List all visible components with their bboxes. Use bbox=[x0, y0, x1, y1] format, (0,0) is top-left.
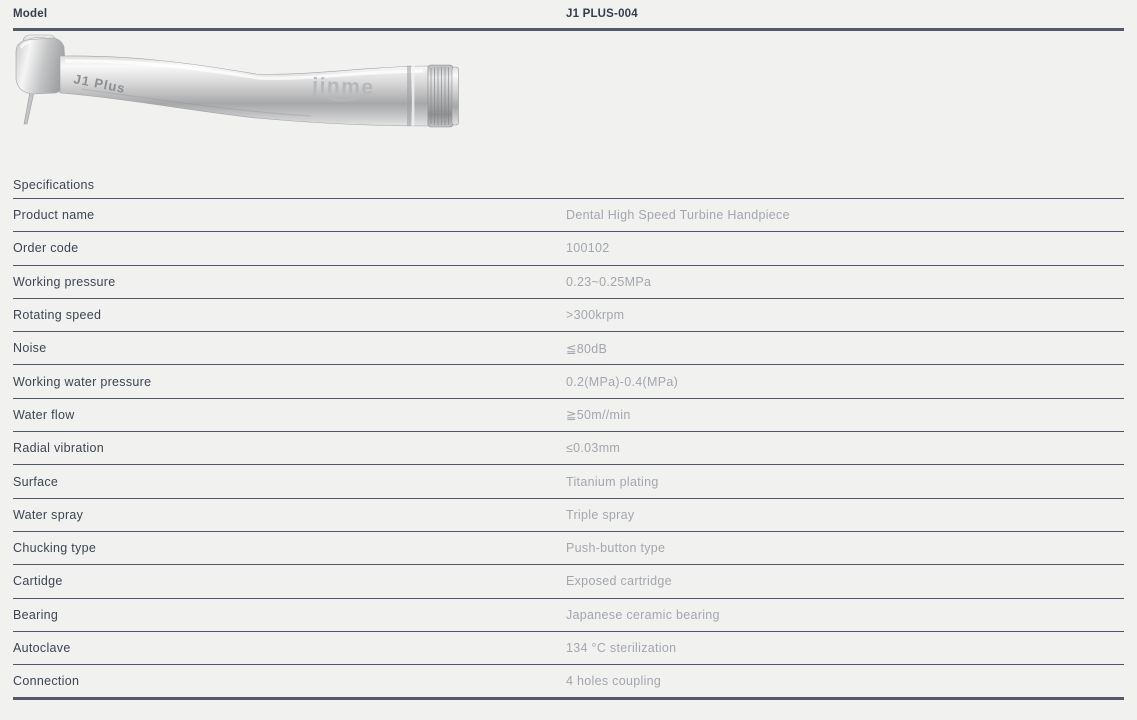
spec-label: Water spray bbox=[13, 507, 84, 522]
spec-label: Working water pressure bbox=[13, 374, 152, 389]
model-header-value: J1 PLUS-004 bbox=[566, 8, 638, 20]
spec-label: Cartidge bbox=[13, 574, 63, 589]
spec-label: Rotating speed bbox=[13, 308, 102, 323]
table-row bbox=[13, 632, 1124, 665]
table-row bbox=[13, 599, 1124, 632]
product-image bbox=[13, 31, 1124, 168]
brand-logo-text: jinme bbox=[311, 74, 375, 100]
table-row bbox=[13, 665, 1124, 700]
spec-value: Dental High Speed Turbine Handpiece bbox=[566, 208, 790, 223]
spec-value: >300krpm bbox=[566, 308, 625, 323]
model-header-label: Model bbox=[13, 8, 48, 20]
spec-label: Water flow bbox=[13, 407, 75, 422]
spec-value: ≦80dB bbox=[566, 341, 608, 356]
spec-label: Order code bbox=[13, 241, 79, 256]
spec-label: Autoclave bbox=[13, 641, 71, 655]
spec-label: Connection bbox=[13, 674, 80, 689]
table-row bbox=[13, 232, 1124, 265]
table-row bbox=[13, 499, 1124, 532]
spec-value: Exposed cartridge bbox=[566, 574, 672, 589]
table-row bbox=[13, 299, 1124, 332]
engraving-text: J1 Plus bbox=[72, 71, 127, 96]
table-row bbox=[13, 365, 1124, 398]
spec-label: Chucking type bbox=[13, 541, 97, 556]
table-row bbox=[13, 332, 1124, 365]
dental-handpiece-illustration bbox=[11, 34, 471, 164]
spec-value: 0.2(MPa)-0.4(MPa) bbox=[566, 374, 679, 389]
spec-value: ≤0.03mm bbox=[566, 441, 621, 456]
table-row bbox=[13, 199, 1124, 232]
table-row bbox=[13, 465, 1124, 498]
table-row bbox=[13, 565, 1124, 598]
table-row bbox=[13, 432, 1124, 465]
connector-end-rim bbox=[452, 67, 459, 125]
spec-value: Titanium plating bbox=[566, 474, 659, 489]
table-row bbox=[13, 399, 1124, 432]
spec-label: Product name bbox=[13, 208, 95, 223]
spec-label: Noise bbox=[13, 341, 47, 356]
handpiece-head bbox=[16, 38, 66, 94]
spec-value: 100102 bbox=[566, 241, 610, 256]
spec-value: Triple spray bbox=[566, 507, 635, 522]
spec-label: Bearing bbox=[13, 607, 59, 622]
spec-table bbox=[13, 199, 1124, 700]
spec-label: Working pressure bbox=[13, 274, 116, 289]
spec-label: Radial vibration bbox=[13, 441, 104, 456]
connector-groove bbox=[407, 66, 411, 126]
connector-thread bbox=[428, 65, 459, 127]
spec-value: ≧50m//min bbox=[566, 408, 631, 423]
table-row bbox=[13, 266, 1124, 299]
spec-label: Surface bbox=[13, 474, 59, 489]
spec-value: 134 °C sterilization bbox=[566, 641, 677, 655]
spec-value: Japanese ceramic bearing bbox=[566, 607, 720, 622]
spec-value: Push-button type bbox=[566, 541, 666, 556]
section-title: Specifications bbox=[13, 178, 95, 192]
section-title-row bbox=[13, 168, 1124, 199]
bur-icon bbox=[24, 92, 34, 124]
table-row bbox=[13, 532, 1124, 565]
spec-value: 4 holes coupling bbox=[566, 674, 662, 689]
spec-value: 0.23~0.25MPa bbox=[566, 274, 652, 289]
model-header-row bbox=[13, 0, 1124, 31]
